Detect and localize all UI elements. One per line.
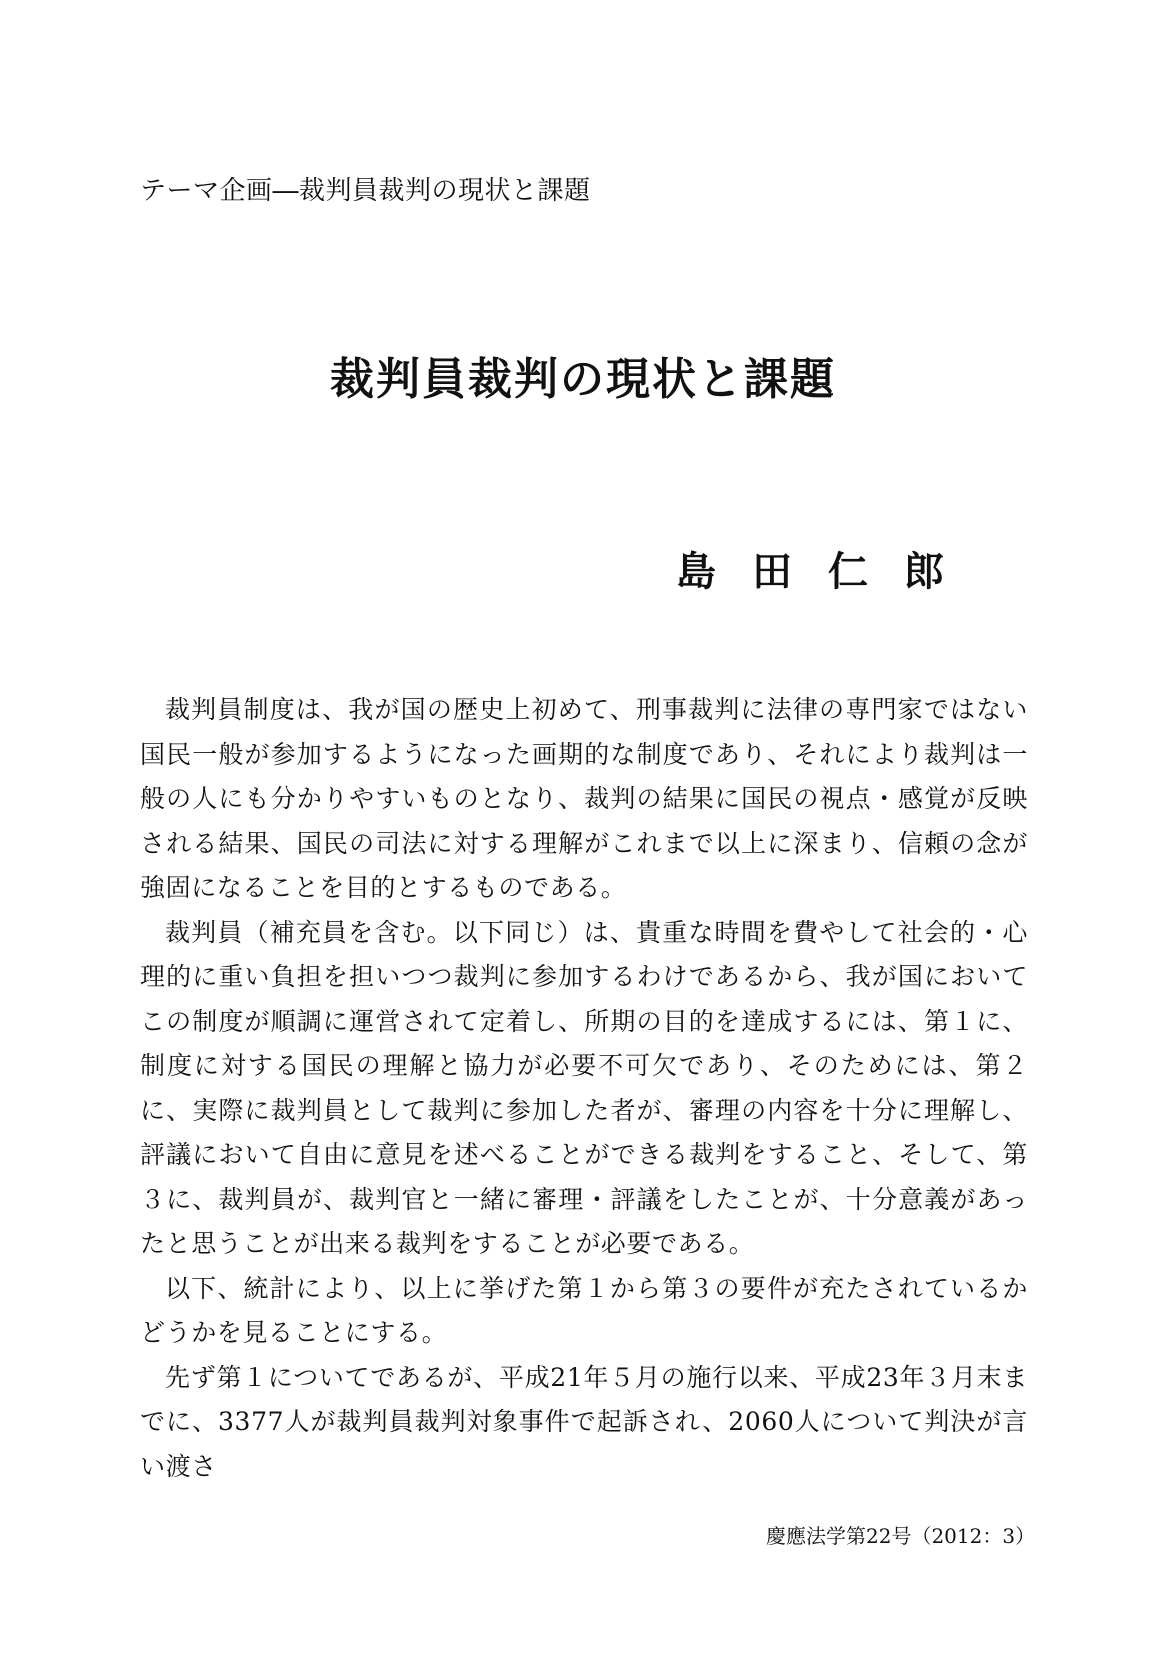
paragraph: 裁判員制度は、我が国の歴史上初めて、刑事裁判に法律の専門家ではない国民一般が参加するようになった画期的な制度であり、それにより裁判は一般の人にも分かりやすいものとなり、裁判の結果に国民の視点・感覚が反映される結果、国民の司法に対する理解がこれまで以上に深まり、信頼の念が強固になることを目的とするものである。 — [140, 695, 1028, 902]
article-title: 裁判員裁判の現状と課題 — [330, 354, 836, 405]
paragraph: 以下、統計により、以上に挙げた第１から第３の要件が充たされているかどうかを見ることにする。 — [140, 1273, 1028, 1347]
series-label: テーマ企画―裁判員裁判の現状と課題 — [140, 176, 591, 206]
paragraph: 先ず第１についてであるが、平成21年５月の施行以来、平成23年３月末までに、3377人が裁判員裁判対象事件で起訴され、2060人について判決が言い渡さ — [140, 1362, 1028, 1481]
article-body — [140, 688, 1028, 1489]
paragraph: 裁判員（補充員を含む。以下同じ）は、貴重な時間を費やして社会的・心理的に重い負担を担いつつ裁判に参加するわけであるから、我が国においてこの制度が順調に運営されて定着し、所期の目的を達成するには、第１に、制度に対する国民の理解と協力が必要不可欠であり、そのためには、第２に、実際に裁判員として裁判に参加した者が、審理の内容を十分に理解し、評議において自由に意見を述べることができる裁判をすること、そして、第３に、裁判員が、裁判官と一緒に審理・評議をしたことが、十分意義があったと思うことが出来る裁判をすることが必要である。 — [140, 917, 1028, 1258]
journal-citation: 慶應法学第22号（2012：3） — [766, 1524, 1036, 1548]
author-name: 島田仁郎 — [676, 548, 980, 595]
